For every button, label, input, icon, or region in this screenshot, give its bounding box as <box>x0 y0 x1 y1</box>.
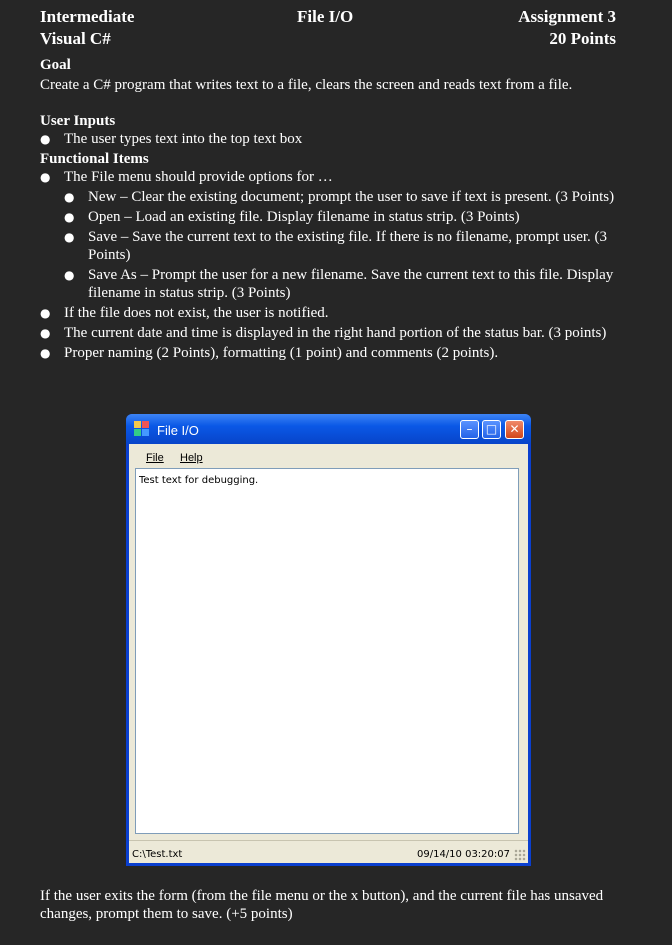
list-item: ● Proper naming (2 Points), formatting (1 point) and comments (2 points). <box>40 345 499 361</box>
maximize-button[interactable]: □ <box>482 420 501 439</box>
bullet-icon: ● <box>40 326 51 340</box>
bullet-icon: ● <box>64 230 75 244</box>
title-bar[interactable] <box>126 414 531 444</box>
list-item: ● New – Clear the existing document; prompt the user to save if text is present. (3 Points) <box>64 189 615 205</box>
functional-heading: Functional Items <box>40 151 149 167</box>
bullet-icon: ● <box>64 268 75 282</box>
list-item: ● The user types text into the top text box <box>40 131 303 147</box>
app-icon <box>134 421 150 437</box>
status-datetime: 09/14/10 03:20:07 <box>416 849 510 860</box>
list-item: ● Save – Save the current text to the existing file. If there is no filename, prompt user. (3 Points) <box>64 229 608 263</box>
resize-grip-icon[interactable] <box>514 849 526 861</box>
list-item <box>40 168 630 186</box>
menu-help[interactable]: Help <box>180 452 203 464</box>
file-io-window <box>126 414 531 866</box>
bullet-icon: ● <box>40 132 51 146</box>
course-line-2: Visual C# <box>40 29 111 48</box>
assignment-topic: File I/O <box>297 7 354 26</box>
bullet-icon: ● <box>40 346 51 360</box>
goal-text: Create a C# program that writes text to a file, clears the screen and reads text from a file. <box>40 77 573 93</box>
minimize-button[interactable]: – <box>460 420 479 439</box>
bullet-icon: ● <box>40 306 51 320</box>
list-item: ● Open – Load an existing file. Display filename in status strip. (3 Points) <box>64 209 520 225</box>
user-inputs-heading: User Inputs <box>40 113 116 129</box>
close-button[interactable]: ✕ <box>505 420 524 439</box>
footer-note: If the user exits the form (from the file menu or the x button), and the current file has unsaved changes, prompt them to save. (+5 points) <box>40 888 604 922</box>
list-item: ● If the file does not exist, the user is notified. <box>40 305 329 321</box>
goal-section <box>40 56 630 94</box>
list-item: ● The current date and time is displayed in the right hand portion of the status bar. (3 points) <box>40 325 607 341</box>
bullet-icon: ● <box>40 170 51 184</box>
file-menu-intro: The File menu should provide options for … <box>64 169 333 185</box>
window-title: File I/O <box>157 423 199 438</box>
assignment-points: 20 Points <box>549 29 616 48</box>
assignment-number: Assignment 3 <box>518 7 616 26</box>
goal-heading: Goal <box>40 57 71 73</box>
client-area <box>129 466 528 840</box>
course-line-1: Intermediate <box>40 7 135 26</box>
bullet-icon: ● <box>64 210 75 224</box>
status-strip <box>129 840 528 863</box>
bullet-icon: ● <box>64 190 75 204</box>
user-inputs-section <box>40 112 630 148</box>
functional-section <box>40 150 630 362</box>
menu-bar <box>129 444 528 466</box>
text-input[interactable]: Test text for debugging. <box>135 468 519 834</box>
menu-file[interactable]: File <box>146 452 164 464</box>
assignment-info <box>518 6 616 50</box>
course-title <box>40 6 134 50</box>
list-item: ● Save As – Prompt the user for a new filename. Save the current text to this file. Display filename in status strip. (3 Points) <box>64 267 614 301</box>
status-filename: C:\Test.txt <box>132 849 183 860</box>
